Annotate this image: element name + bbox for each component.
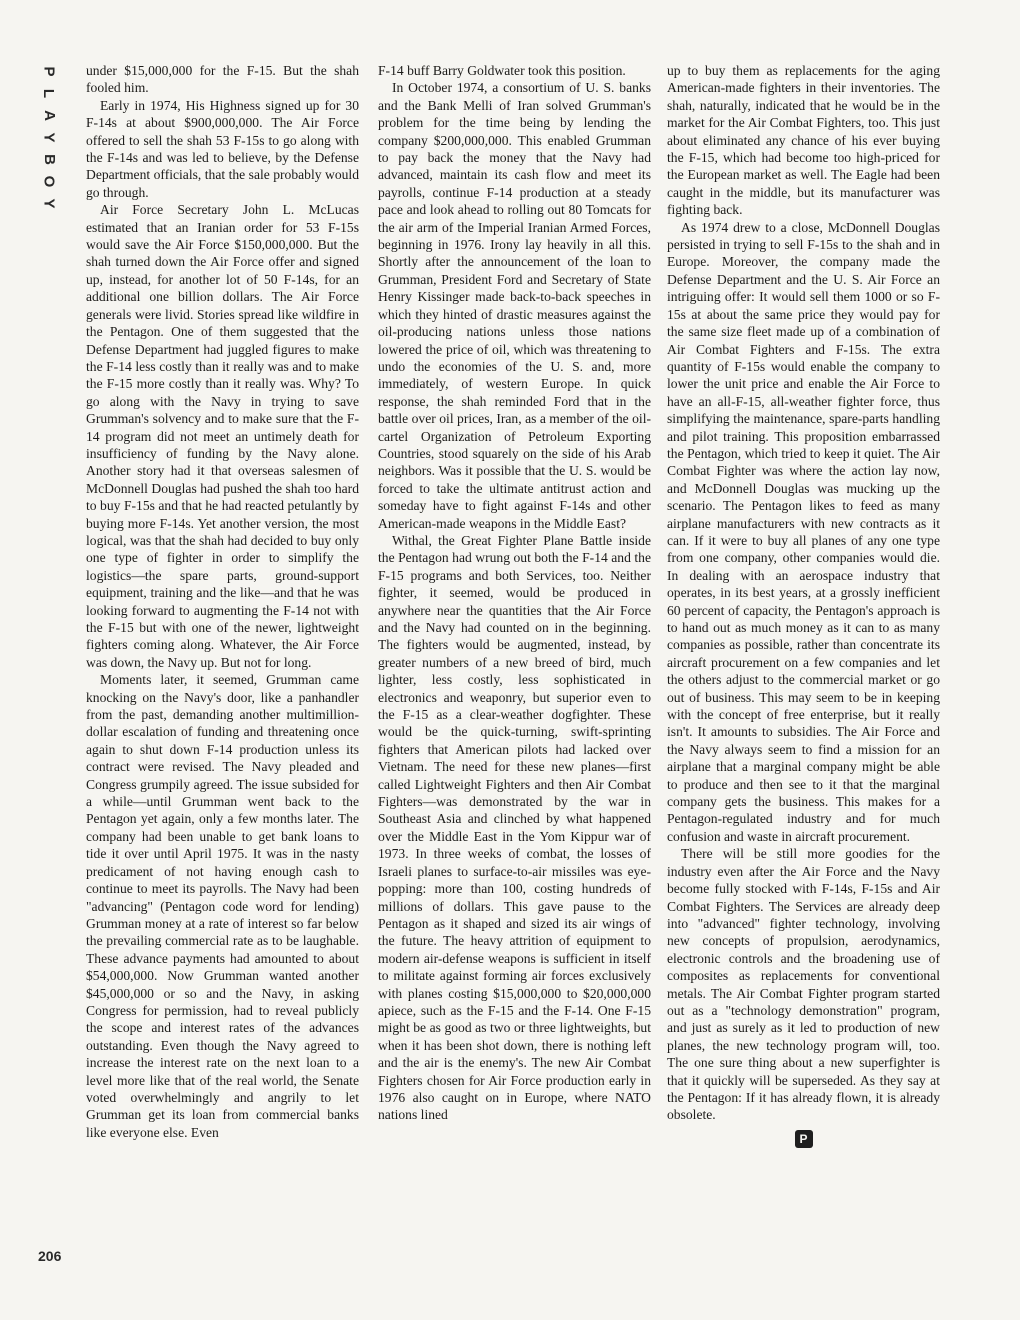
paragraph: up to buy them as replacements for the aging American-made fighters in their inventories. The shah, naturally, indicated that he would be in the market for the Air Combat Fighters, too. This just about eliminated any chance of his ever buying the F-15, which had become too high-priced for the European market as well. The Eagle had been caught in the middle, but its manufacturer was fighting back. (667, 63, 940, 218)
paragraph: Withal, the Great Fighter Plane Battle inside the Pentagon had wrung out both the F-14 and the F-15 programs and both Services, too. Neither fighter, it seemed, would be produced in anywhere near the quantities that the Air Force and the Navy had counted on in the beginning. The fighters would be augmented, instead, by greater numbers of a new breed of bird, much lighter, less costly, less sophisticated in electronics and weaponry, but superior even to the F-15 as a clear-weather dogfighter. These would be the quick-turning, swift-sprinting fighters that American pilots had lacked over Vietnam. The need for these new planes—first called Lightweight Fighters and then Air Combat Fighters—was demonstrated by the war in Southeast Asia and clinched by what happened over the Middle East in the Yom Kippur war of 1973. In three weeks of combat, the losses of Israeli planes to surface-to-air missiles was eye-popping: more than 100, costing hundreds of millions of dollars. This gave pause to the Pentagon as it shaped and sized its air wings of the future. The heavy attrition of equipment to modern air-defense weapons is sufficient in itself to militate against forming air forces exclusively with planes costing $15,000,000 to $20,000,000 apiece, such as the F-15 and the F-14. One F-15 might be as good as two or three lightweights, but when it has been shot down, there is nothing left and the air is the enemy's. The new Air Combat Fighters chosen for Air Force production early in 1976 also caught on in Europe, where NATO nations lined (378, 532, 651, 1123)
paragraph: As 1974 drew to a close, McDonnell Douglas persisted in trying to sell F-15s to the shah and in Europe. Moreover, the company made the Defense Department and the U. S. Air Force an intriguing offer: It would sell them 1000 or so F-15s at about the same price they would pay for the same size fleet made up of a combination of Air Combat Fighters and F-15s. The extra quantity of F-15s would enable the company to lower the unit price and enable the Air Force to have an all-F-15, all-weather fighter force, thus simplifying the maintenance, spare-parts handling and pilot training. This proposition embarrassed the Pentagon, which tried to keep it quiet. The Air Combat Fighter was where the action lay now, and McDonnell Douglas was mucking up the scenario. The Pentagon likes to feed as many airplane manufacturers with new contracts as it can. If it were to buy all planes of any one type from one company, other companies would die. In dealing with an aerospace industry that operates, in its best years, at a grossly inefficient 60 percent of capacity, the Pentagon's approach is to hand out as much money as it can to as many companies as possible, rather than concentrate its aircraft procurement on a few companies and let the others adjust to the commercial market or go out of business. This may seem to be in keeping with the concept of free enterprise, but it really isn't. It amounts to subsidies. The Air Force and the Navy always seem to find a mission for an airplane that a marginal company might be able to produce and then see to it that the marginal company gets the business. This makes for a Pentagon-regulated industry and for much confusion and waste in aircraft procurement. (667, 219, 940, 844)
paragraph: Early in 1974, His Highness signed up for 30 F-14s at about $900,000,000. The Air Force offered to sell the shah 53 F-15s to go along with the F-14s and was led to believe, by the Defense Department officials, that the sale probably would go through. (86, 97, 359, 200)
text-column-2 (378, 62, 651, 1262)
running-title-letter: O (40, 175, 58, 188)
paragraph: F-14 buff Barry Goldwater took this position. (378, 63, 626, 78)
running-title-letter: Y (40, 198, 58, 209)
paragraph: In October 1974, a consortium of U. S. banks and the Bank Melli of Iran solved Grumman's problem for the time being by lending the company $200,000,000. This enabled Grumman to pay back the money that the Navy had advanced, maintain its cash flow and meet its payrolls, continue F-14 production at a steady pace and look ahead to rolling out 80 Tomcats for the air arm of the Imperial Iranian Armed Forces, beginning in 1976. Irony lay heavily in all this. Shortly after the announcement of the loan to Grumman, President Ford and Secretary of State Henry Kissinger made back-to-back speeches in which they hinted of drastic measures against the oil-producing nations unless those nations lowered the price of oil, which was threatening to undo the economies of the U. S. and, more immediately, of western Europe. In quick response, the shah reminded Ford that in the battle over oil prices, Iran, as a member of the oil-cartel Organization of Petroleum Exporting Countries, stood squarely on the side of his Arab neighbors. Was it possible that the U. S. would be forced to take the ultimate antitrust action and someday have to fight against F-14s and other American-made weapons in the Middle East? (378, 80, 651, 531)
text-column-1 (86, 62, 359, 1262)
running-title-letter: L (40, 88, 58, 99)
end-mark-icon: P (795, 1130, 813, 1148)
paragraph: under $15,000,000 for the F-15. But the shah fooled him. (86, 63, 359, 96)
running-title-letter: Y (40, 132, 58, 143)
running-title-letter: P (40, 66, 58, 77)
running-title-letter: B (40, 154, 58, 165)
paragraph: Air Force Secretary John L. McLucas estimated that an Iranian order for 53 F-15s would save the Air Force $150,000,000. But the shah turned down the Air Force offer and signed up, instead, for another lot of 50 F-14s, for an additional one billion dollars. The Air Force generals were livid. Stories spread like wildfire in the Pentagon. One of them suggested that the Defense Department had juggled figures to make the F-14 less costly than it really was and to make the F-15 more costly than it really was. Why? To go along with the Navy in trying to save Grumman's solvency and to make sure that the F-14 program did not meet an untimely death for insufficiency of funding by the Navy alone. Another story had it that overseas salesmen of McDonnell Douglas had pushed the shah too hard to buy F-15s and that he had reacted petulantly by buying more F-14s. Yet another version, the most logical, was that the shah had decided to buy only one type of fighter in order to simplify the logistics—the spare parts, ground-support equipment, training and the like—and that he was looking forward to augmenting the F-14 not with the F-15 but with one of the newer, lightweight fighters coming along. Whatever, the Air Force was down, the Navy up. But not for long. (86, 202, 359, 670)
running-title (36, 62, 62, 213)
text-column-3 (667, 62, 940, 1262)
running-title-letter: A (40, 110, 58, 121)
paragraph: Moments later, it seemed, Grumman came knocking on the Navy's door, like a panhandler from the past, demanding another multimillion-dollar escalation of funding and threatening once again to shut down F-14 production unless its contract were revised. The Navy pleaded and Congress grumpily agreed. The issue subsided for a while—until Grumman went back to the Pentagon yet again, only a few months later. The company had been unable to get bank loans to tide it over until April 1975. It was in the nasty predicament of not having enough cash to continue to meet its payrolls. The Navy had been "advancing" (Pentagon code word for lending) Grumman money at a rate of interest so far below the prevailing commercial rate as to be laughable. These advance payments had amounted to about $54,000,000. Now Grumman wanted another $45,000,000 or so and the Navy, in asking Congress for permission, had to reveal publicly the scope and interest rates of the advances outstanding. Even though the Navy agreed to increase the interest rate on the next loan to a level more like that of the real world, the Senate voted overwhelmingly and angrily to let Grumman get its loan from commercial banks like everyone else. Even (86, 672, 359, 1140)
page-number: 206 (38, 1248, 62, 1264)
paragraph: There will be still more goodies for the industry even after the Air Force and the Navy become fully stocked with F-14s, F-15s and Air Combat Fighters. The Services are already deep into "advanced" fighter technology, involving new concepts of propulsion, aerodynamics, electronic controls and the broadening use of composites as replacements for conventional metals. The Air Combat Fighter program started out as a "technology demonstration" program, and just as surely as it led to production of new planes, the new technology program will, too. The one sure thing about a new superfighter is that it quickly will be superseded. As they say at the Pentagon: If it has already flown, it is already obsolete. (667, 846, 940, 1123)
